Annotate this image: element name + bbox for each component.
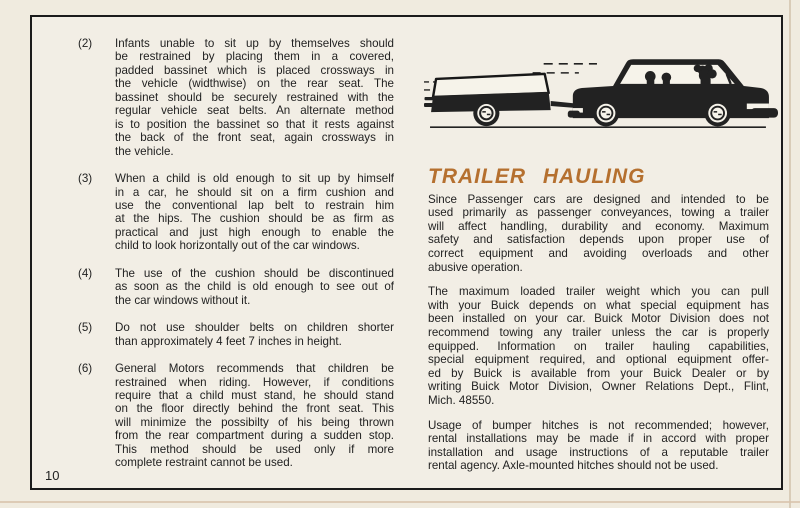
page-edge-shadow-vertical bbox=[789, 0, 791, 508]
text-line: from the rear compartment during a sudden stop. bbox=[115, 429, 394, 443]
text-line: Mich. 48550. bbox=[428, 393, 495, 407]
paragraph bbox=[428, 285, 769, 407]
item-lines bbox=[115, 37, 394, 158]
text-line: installation and usage instructions of a reputable trailer bbox=[428, 445, 769, 459]
safety-list-item bbox=[78, 362, 394, 470]
item-lines bbox=[115, 362, 394, 470]
text-line: require that a child must stand, he should stand bbox=[115, 388, 394, 402]
text-line: used primarily as passenger conveyances, towing a trailer bbox=[428, 206, 769, 220]
text-line: equipped. Information on trailer hauling capabilities, bbox=[428, 339, 769, 353]
text-line: rental agency. Axle-mounted hitches should not be used. bbox=[428, 459, 719, 473]
car-towing-trailer-illustration bbox=[424, 47, 780, 145]
text-line: special equipment required, and optional equipment offer- bbox=[428, 353, 769, 367]
safety-list-item bbox=[78, 37, 394, 158]
text-line: safety and satisfaction depends upon proper use of bbox=[428, 233, 769, 247]
text-line: Do not use shoulder belts on children shorter bbox=[115, 321, 394, 335]
text-line: the vehicle (widthwise) on the rear seat. The bbox=[115, 77, 394, 91]
text-line: recommend towing any trailer unless the car is properly bbox=[428, 325, 769, 339]
right-column-trailer-section bbox=[428, 165, 769, 484]
text-line: in a car, he should sit on a firm cushion and bbox=[115, 185, 394, 199]
text-line: been installed on your car. Buick Motor Division does not bbox=[428, 312, 769, 326]
paragraph bbox=[428, 193, 769, 275]
car-silhouette bbox=[568, 59, 778, 126]
safety-list-item bbox=[78, 321, 394, 348]
safety-list-item bbox=[78, 172, 394, 253]
text-line: writing Buick Motor Division, Owner Relations Dept., Flint, bbox=[428, 380, 769, 394]
safety-list-item bbox=[78, 267, 394, 307]
text-line: child to look horizontally out of the car windows. bbox=[115, 239, 360, 253]
text-line: The use of the cushion should be discontinued bbox=[115, 266, 394, 280]
item-lines bbox=[115, 267, 394, 307]
text-line: rental installations may be made if in accord with proper bbox=[428, 432, 769, 446]
section-heading: TRAILER HAULING bbox=[428, 165, 646, 188]
text-line: as soon as the child is old enough to see out of bbox=[115, 280, 394, 294]
text-line: practical and just high enough to enable the bbox=[115, 225, 394, 239]
car-rear-wheel bbox=[593, 100, 620, 127]
item-number: (3) bbox=[78, 172, 93, 186]
text-line: on the floor directly behind the front seat. This bbox=[115, 402, 394, 416]
item-number: (4) bbox=[78, 266, 93, 280]
text-line: When a child is old enough to sit up by himself bbox=[115, 172, 394, 186]
trailer-paragraphs bbox=[428, 193, 769, 473]
item-number: (5) bbox=[78, 321, 93, 335]
text-line: This method should be used only if more bbox=[115, 442, 394, 456]
trailer-silhouette bbox=[424, 74, 591, 126]
text-line: padded bassinet which is placed crossways in bbox=[115, 63, 394, 77]
text-line: will minimize the possibilty of his being thrown bbox=[115, 415, 394, 429]
text-line: the car windows without it. bbox=[115, 293, 251, 307]
text-line: The maximum loaded trailer weight which you can pull bbox=[428, 285, 769, 299]
text-line: Since Passenger cars are designed and intended to be bbox=[428, 192, 769, 206]
text-line: bassinet should be securely restrained with the bbox=[115, 90, 394, 104]
car-windows bbox=[620, 65, 735, 84]
text-line: Usage of bumper hitches is not recommended; however, bbox=[428, 418, 769, 432]
text-line: than approximately 4 feet 7 inches in height. bbox=[115, 334, 342, 348]
page-edge-shadow-horizontal bbox=[0, 501, 800, 503]
left-column-safety-list bbox=[78, 37, 394, 484]
paragraph bbox=[428, 419, 769, 473]
text-line: regular vehicle seat belts. An alternate method bbox=[115, 104, 394, 118]
text-line: ed by Buick is available from your Buick Dealer or by bbox=[428, 366, 769, 380]
car-towing-trailer-icon bbox=[424, 47, 780, 145]
text-line: complete restraint cannot be used. bbox=[115, 456, 293, 470]
text-line: correct equipment and avoiding overloads and other bbox=[428, 246, 769, 260]
item-number: (6) bbox=[78, 362, 93, 376]
text-line: with your Buick depends on what special equipment has bbox=[428, 298, 769, 312]
page-number: 10 bbox=[45, 468, 60, 483]
text-line: will affect handling, durability and economy. Maximum bbox=[428, 219, 769, 233]
car-front-wheel bbox=[704, 100, 731, 127]
text-line: the vehicle. bbox=[115, 144, 174, 158]
text-line: General Motors recommends that children be bbox=[115, 362, 394, 376]
text-line: is to position the bassinet so that it rests against bbox=[115, 117, 394, 131]
text-line: be restrained by placing them in a covered, bbox=[115, 50, 394, 64]
text-line: use the conventional lap belt to restrain him bbox=[115, 198, 394, 212]
text-line: restrained when riding. However, if conditions bbox=[115, 375, 394, 389]
text-line: Infants unable to sit up by themselves should bbox=[115, 37, 394, 50]
text-line: at the hips. The cushion should be as firm as bbox=[115, 212, 394, 226]
page-border bbox=[30, 15, 783, 490]
item-number: (2) bbox=[78, 37, 93, 50]
text-line: abusive operation. bbox=[428, 260, 523, 274]
item-lines bbox=[115, 172, 394, 253]
text-line: the back of the front seat, again crossways in bbox=[115, 131, 394, 145]
trailer-wheel bbox=[473, 100, 499, 126]
item-lines bbox=[115, 321, 394, 348]
